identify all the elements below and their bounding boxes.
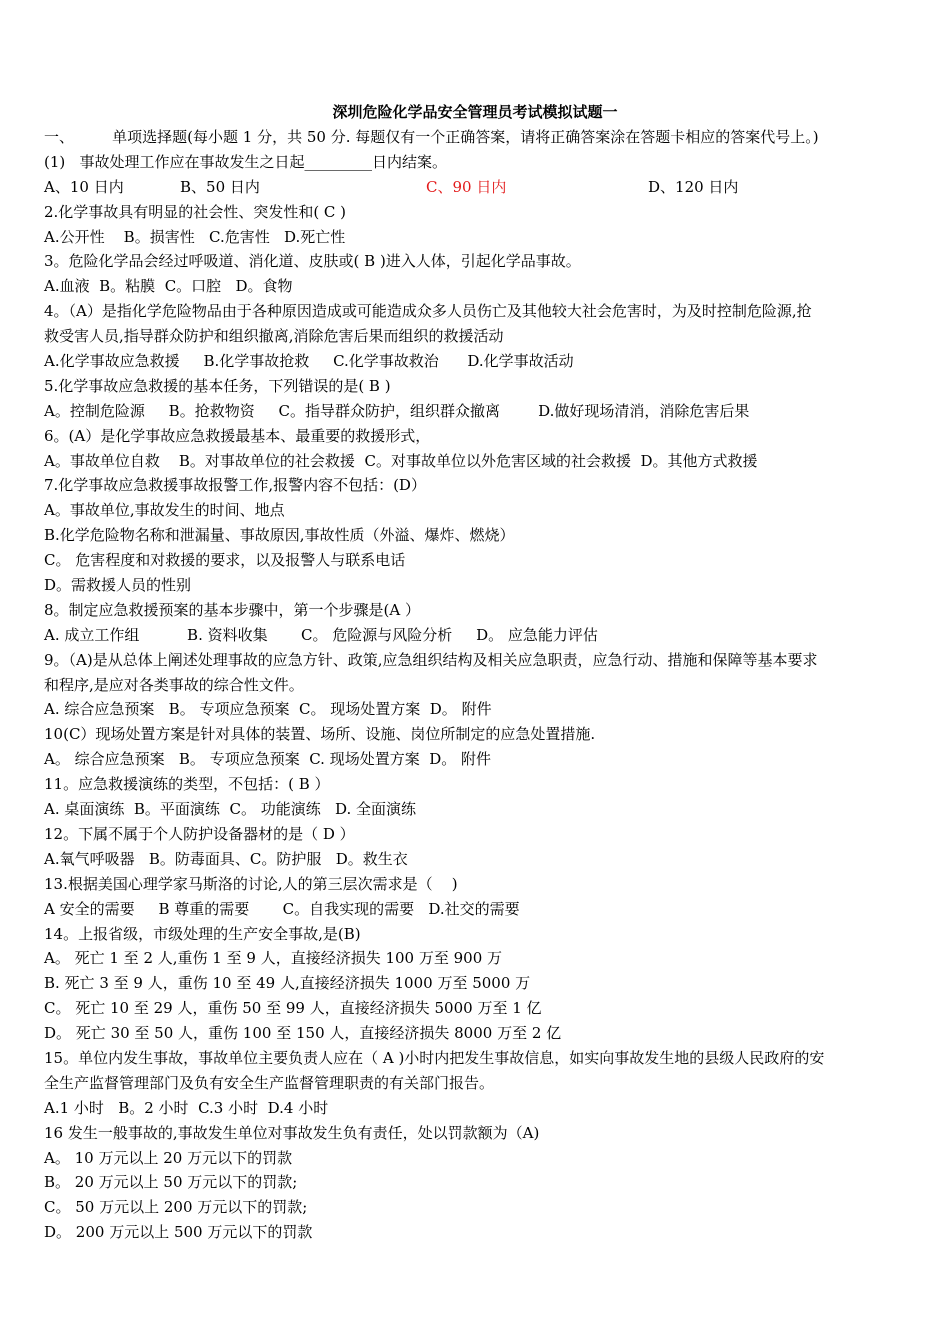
text-line: 和程序,是应对各类事故的综合性文件。 (44, 675, 304, 694)
text-line: B.化学危险物名称和泄漏量、事故原因,事故性质（外溢、爆炸、燃烧） (44, 526, 515, 545)
text-line: A。 10 万元以上 20 万元以下的罚款 (44, 1148, 293, 1167)
text-line: 11。应急救援演练的类型，不包括：( B ） (44, 775, 330, 794)
text-line: A.化学事故应急救援 B.化学事故抢救 C.化学事故救治 D.化学事故活动 (44, 352, 574, 371)
text-line: A. 成立工作组 B. 资料收集 C。 危险源与风险分析 D。 应急能力评估 (44, 625, 598, 644)
text-line: 9。（A)是从总体上阐述处理事故的应急方针、政策,应急组织结构及相关应急职责，应急行动、措施和保障等基本要求 (44, 650, 818, 669)
text-line: 12。下属不属于个人防护设备器材的是（ D ） (44, 824, 355, 843)
text-line: D。 死亡 30 至 50 人，重伤 100 至 150 人，直接经济损失 8000 万至 2 亿 (44, 1024, 562, 1043)
text-line: A 安全的需要 B 尊重的需要 C。自我实现的需要 D.社交的需要 (44, 899, 520, 918)
text-line: C。 危害程度和对救援的要求，以及报警人与联系电话 (44, 551, 406, 570)
text-line: 3。危险化学品会经过呼吸道、消化道、皮肤或( B )进入人体，引起化学品事故。 (44, 252, 581, 271)
q1-option-d: D、120 日内 (648, 177, 739, 196)
question-1-stem: (1) 事故处理工作应在事故发生之日起_________日内结案。 (44, 152, 448, 171)
text-line: A。 综合应急预案 B。 专项应急预案 C. 现场处置方案 D。 附件 (44, 750, 492, 769)
text-line: B. 死亡 3 至 9 人，重伤 10 至 49 人,直接经济损失 1000 万至 5000 万 (44, 974, 531, 993)
text-line: A。控制危险源 B。抢救物资 C。指导群众防护，组织群众撤离 D.做好现场清消，消除危害后果 (44, 401, 750, 420)
text-line: A.1 小时 B。2 小时 C.3 小时 D.4 小时 (44, 1098, 329, 1117)
text-line: 10(C）现场处置方案是针对具体的装置、场所、设施、岗位所制定的应急处置措施. (44, 725, 596, 744)
text-line: 6。(A）是化学事故应急救援最基本、最重要的救援形式， (44, 426, 431, 445)
text-line: B。 20 万元以上 50 万元以下的罚款; (44, 1173, 298, 1192)
text-line: A。事故单位自救 B。对事故单位的社会救援 C。对事故单位以外危害区域的社会救援 D。其他方式救援 (44, 451, 758, 470)
page-title: 深圳危险化学品安全管理员考试模拟试题一 (332, 103, 618, 121)
text-line: 7.化学事故应急救援事故报警工作,报警内容不包括：(D） (44, 476, 426, 495)
text-line: 4。（A）是指化学危险物品由于各种原因造成或可能造成众多人员伤亡及其他较大社会危害时，为及时控制危险源,抢 (44, 302, 812, 321)
text-line: A。 死亡 1 至 2 人,重伤 1 至 9 人，直接经济损失 100 万至 900 万 (44, 949, 503, 968)
q1-option-b: B、50 日内 (180, 177, 260, 196)
section-heading: 一、 单项选择题(每小题 1 分，共 50 分. 每题仅有一个正确答案，请将正确答案涂在答题卡相应的答案代号上。) (44, 128, 819, 146)
text-line: A.血液 B。粘膜 C。口腔 D。食物 (44, 277, 293, 296)
text-line: C。 死亡 10 至 29 人，重伤 50 至 99 人，直接经济损失 5000 万至 1 亿 (44, 999, 542, 1018)
text-line: 救受害人员,指导群众防护和组织撤离,消除危害后果而组织的救援活动 (44, 327, 504, 346)
q1-option-c-highlighted: C、90 日内 (426, 177, 507, 196)
text-line: 16 发生一般事故的,事故发生单位对事故发生负有责任，处以罚款额为（A) (44, 1123, 540, 1142)
text-line: 2.化学事故具有明显的社会性、突发性和( C ) (44, 202, 347, 221)
document-body (44, 125, 924, 1245)
text-line: 5.化学事故应急救援的基本任务，下列错误的是( B ) (44, 376, 391, 395)
text-line: 14。上报省级，市级处理的生产安全事故,是(B) (44, 924, 361, 943)
q1-option-a: A、10 日内 (44, 177, 124, 196)
text-line: 全生产监督管理部门及负有安全生产监督管理职责的有关部门报告。 (44, 1073, 495, 1092)
text-line: A. 综合应急预案 B。 专项应急预案 C。 现场处置方案 D。 附件 (44, 700, 492, 719)
question-lines (44, 200, 924, 1245)
text-line: 8。制定应急救援预案的基本步骤中，第一个步骤是(A ） (44, 600, 420, 619)
text-line: A。事故单位,事故发生的时间、地点 (44, 501, 285, 520)
text-line: A.公开性 B。损害性 C.危害性 D.死亡性 (44, 227, 346, 246)
text-line: D。需救援人员的性别 (44, 576, 192, 595)
question-1-options (44, 175, 924, 200)
text-line: 15。单位内发生事故，事故单位主要负责人应在（ A )小时内把发生事故信息，如实向事故发生地的县级人民政府的安 (44, 1048, 825, 1067)
text-line: C。 50 万元以上 200 万元以下的罚款; (44, 1198, 308, 1217)
text-line: D。 200 万元以上 500 万元以下的罚款 (44, 1223, 313, 1242)
text-line: A.氧气呼吸器 B。防毒面具、C。防护服 D。救生衣 (44, 849, 408, 868)
text-line: 13.根据美国心理学家马斯洛的讨论,人的第三层次需求是（ ) (44, 874, 458, 893)
text-line: A. 桌面演练 B。平面演练 C。 功能演练 D. 全面演练 (44, 800, 417, 819)
